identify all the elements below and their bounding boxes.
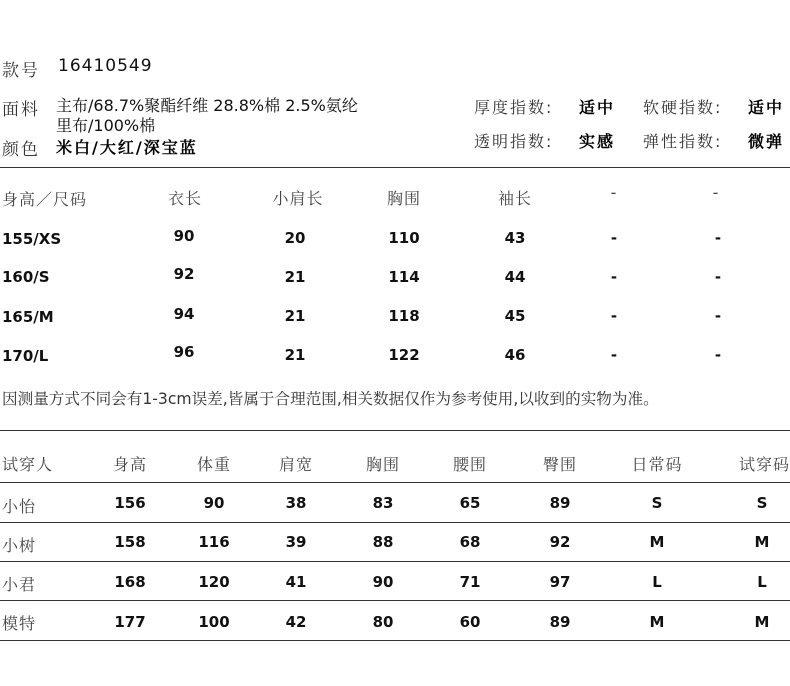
fit-person-name: 小君 xyxy=(2,575,37,594)
style-no-label: 款号 xyxy=(2,61,40,81)
fit-cell: M xyxy=(649,533,665,551)
size-cell: - xyxy=(714,346,722,364)
size-cell: 43 xyxy=(504,229,526,247)
fit-row-divider xyxy=(0,522,790,523)
size-cell: 118 xyxy=(388,307,420,325)
size-cell: - xyxy=(610,268,618,286)
size-cell: 44 xyxy=(504,268,526,286)
size-cell: 96 xyxy=(173,343,195,361)
transparency-label: 透明指数: xyxy=(474,132,554,151)
fit-header-person: 试穿人 xyxy=(2,455,54,474)
fit-header-weight: 体重 xyxy=(196,455,231,474)
color-values: 米白/大红/深宝蓝 xyxy=(56,138,198,157)
size-row-label: 165/M xyxy=(2,308,54,326)
fit-cell: 88 xyxy=(372,533,394,551)
fit-header-chest: 胸围 xyxy=(365,455,400,474)
size-row-label: 170/L xyxy=(2,347,49,365)
fit-row-divider xyxy=(0,600,790,601)
size-cell: - xyxy=(610,346,618,364)
fit-person-name: 模特 xyxy=(2,614,37,633)
size-cell: 46 xyxy=(504,346,526,364)
size-row-label: 155/XS xyxy=(2,230,62,248)
fit-cell: M xyxy=(754,533,770,551)
fit-cell: 156 xyxy=(114,494,146,512)
fit-header-waist: 腰围 xyxy=(452,455,487,474)
fit-header-height: 身高 xyxy=(112,455,147,474)
fit-cell: 177 xyxy=(114,613,146,631)
fit-cell: 90 xyxy=(203,494,225,512)
fit-table-bottom-border xyxy=(0,640,790,641)
fit-cell: 42 xyxy=(285,613,307,631)
softness-value: 适中 xyxy=(748,98,785,117)
fit-header-shoulder: 肩宽 xyxy=(278,455,313,474)
size-cell: 45 xyxy=(504,307,526,325)
size-cell: - xyxy=(714,229,722,247)
size-cell: - xyxy=(610,307,618,325)
size-row-label: 160/S xyxy=(2,268,50,286)
size-cell: 21 xyxy=(284,346,306,364)
fit-cell: 100 xyxy=(198,613,230,631)
fit-header-daily-size: 日常码 xyxy=(631,455,683,474)
fit-cell: 89 xyxy=(549,494,571,512)
fit-row-divider xyxy=(0,482,790,483)
fabric-line-1: 主布/68.7%聚酯纤维 28.8%棉 2.5%氨纶 xyxy=(56,96,358,115)
elasticity-value: 微弹 xyxy=(748,132,785,151)
fit-cell: 120 xyxy=(198,573,230,591)
size-cell: 21 xyxy=(284,307,306,325)
size-cell: - xyxy=(714,307,722,325)
fit-cell: 90 xyxy=(372,573,394,591)
color-label: 颜色 xyxy=(2,140,40,160)
fit-cell: 68 xyxy=(459,533,481,551)
fit-cell: 41 xyxy=(285,573,307,591)
fit-header-tried-size: 试穿码 xyxy=(738,455,790,474)
measurement-note: 因测量方式不同会有1-3cm误差,皆属于合理范围,相关数据仅作为参考使用,以收到的实物为准。 xyxy=(2,390,659,408)
fit-cell: 60 xyxy=(459,613,481,631)
size-header-shoulder: 小肩长 xyxy=(272,189,324,208)
fit-cell: 92 xyxy=(549,533,571,551)
fit-cell: S xyxy=(756,494,768,512)
fit-row-divider xyxy=(0,561,790,562)
size-header-sleeve: 袖长 xyxy=(497,189,532,208)
thickness-label: 厚度指数: xyxy=(474,98,554,117)
thickness-value: 适中 xyxy=(579,98,616,117)
size-cell: - xyxy=(610,229,618,247)
size-cell: 110 xyxy=(388,229,420,247)
fit-cell: M xyxy=(754,613,770,631)
transparency-value: 实感 xyxy=(579,132,616,151)
fit-header-hip: 臀围 xyxy=(542,455,577,474)
size-header-length: 衣长 xyxy=(167,189,202,208)
softness-label: 软硬指数: xyxy=(643,98,723,117)
divider-fit-top xyxy=(0,430,790,431)
fit-cell: L xyxy=(757,573,767,591)
fit-cell: 71 xyxy=(459,573,481,591)
fit-cell: 89 xyxy=(549,613,571,631)
fabric-line-2: 里布/100%棉 xyxy=(56,116,156,135)
size-cell: - xyxy=(714,268,722,286)
divider-top xyxy=(0,167,790,168)
fit-cell: 65 xyxy=(459,494,481,512)
fit-cell: L xyxy=(652,573,662,591)
size-cell: 114 xyxy=(388,268,420,286)
fit-cell: 168 xyxy=(114,573,146,591)
size-header-chest: 胸围 xyxy=(386,189,421,208)
size-cell: 92 xyxy=(173,265,195,283)
fit-cell: 39 xyxy=(285,533,307,551)
fabric-label: 面料 xyxy=(2,100,40,120)
fit-person-name: 小树 xyxy=(2,536,37,555)
fit-cell: 158 xyxy=(114,533,146,551)
size-header-extra-1: - xyxy=(610,183,618,202)
size-cell: 21 xyxy=(284,268,306,286)
fit-cell: 38 xyxy=(285,494,307,512)
elasticity-label: 弹性指数: xyxy=(643,132,723,151)
fit-cell: 97 xyxy=(549,573,571,591)
fit-cell: 80 xyxy=(372,613,394,631)
fit-cell: 116 xyxy=(198,533,230,551)
style-no-value: 16410549 xyxy=(58,56,153,76)
fit-cell: M xyxy=(649,613,665,631)
size-cell: 20 xyxy=(284,229,306,247)
fit-person-name: 小怡 xyxy=(2,497,37,516)
fit-cell: 83 xyxy=(372,494,394,512)
size-cell: 122 xyxy=(388,346,420,364)
size-cell: 90 xyxy=(173,227,195,245)
size-header-extra-2: - xyxy=(712,183,720,202)
size-cell: 94 xyxy=(173,305,195,323)
fit-cell: S xyxy=(651,494,663,512)
size-header-size: 身高／尺码 xyxy=(2,190,88,209)
